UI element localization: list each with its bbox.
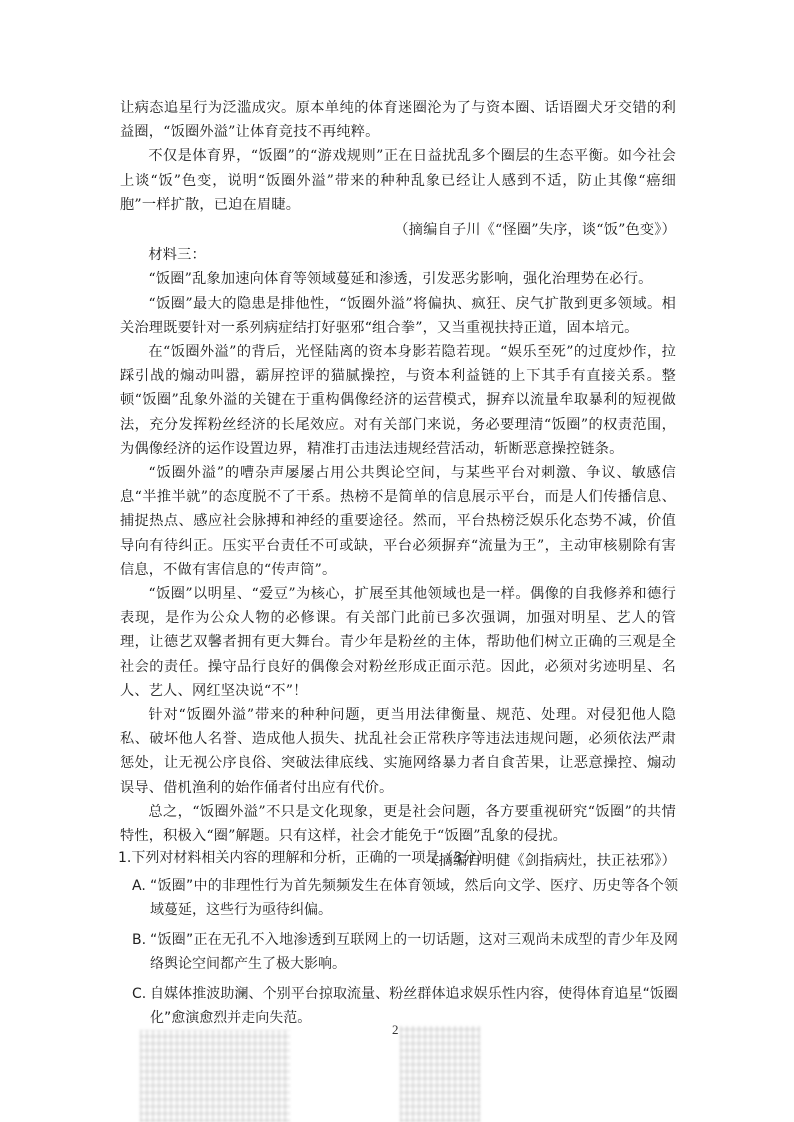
- paragraph: 不仅是体育界，“饭圈”的“游戏规则”正在日益扰乱多个圈层的生态平衡。如今社会上谈“饭”色变，说明“饭圈外溢”带来的种种乱象已经让人感到不适，防止其像“癌细胞”一样扩散，已迫在眉睫。: [120, 148, 676, 213]
- paragraph: “饭圈”最大的隐患是排他性，“饭圈外溢”将偏执、疯狂、戾气扩散到更多领域。相关治理既要针对一系列病症结打好驱邪“组合拳”，又当重视扶持正道，固本培元。: [120, 295, 676, 336]
- option-a[interactable]: [132, 874, 678, 923]
- paragraph: 总之，“饭圈外溢”不只是文化现象，更是社会问题，各方要重视研究“饭圈”的共情特性，积极入“圈”解题。只有这样，社会才能免于“饭圈”乱象的侵扰。: [120, 803, 676, 845]
- paragraph-continuation: 让病态追星行为泛滥成灾。原本单纯的体育迷圈沦为了与资本圈、话语圈犬牙交错的利益圈，“饭圈外溢”让体育竞技不再纯粹。: [120, 100, 676, 141]
- option-text: “饭圈”中的非理性行为首先频频发生在体育领域，然后向文学、医疗、历史等各个领域蔓延，这些行为亟待纠偏。: [150, 877, 678, 918]
- scan-artifact: [400, 1026, 480, 1122]
- option-c[interactable]: [132, 982, 678, 1031]
- option-letter: B.: [132, 931, 147, 948]
- paragraph: “饭圈”以明星、“爱豆”为核心，扩展至其他领域也是一样。偶像的自我修养和德行表现，是作为公众人物的必修课。有关部门此前已多次强调，加强对明星、艺人的管理，让德艺双馨者拥有更大舞台。青少年是粉丝的主体，帮助他们树立正确的三观是全社会的责任。操守品行良好的偶像会对粉丝形成正面示范。因此，必须对劣迹明星、名人、艺人、网红坚决说“不”！: [120, 586, 676, 699]
- question-stem: 1.下列对材料相关内容的理解和分析，正确的一项是（3分）: [118, 850, 491, 866]
- option-text: 自媒体推波助澜、个别平台掠取流量、粉丝群体追求娱乐性内容，使得体育追星“饭圈化”愈演愈烈并走向失范。: [150, 985, 678, 1026]
- scan-artifact: [140, 1030, 290, 1122]
- page-number: 2: [392, 1022, 399, 1037]
- option-letter: C.: [132, 985, 147, 1002]
- source-citation: （摘编自明健《剑指病灶，扶正祛邪》）: [424, 853, 676, 870]
- paragraph: “饭圈”乱象加速向体育等领域蔓延和渗透，引发恶劣影响，强化治理势在必行。: [148, 271, 653, 288]
- source-citation: （摘编自子川《“怪圈”失序，谈“饭”色变》）: [394, 222, 676, 239]
- reading-material: [120, 96, 676, 875]
- option-text: “饭圈”正在无孔不入地渗透到互联网上的一切话题，这对三观尚未成型的青少年及网络舆论空间都产生了极大影响。: [150, 931, 678, 972]
- material-heading: 材料三：: [148, 247, 206, 264]
- question-block: [118, 846, 678, 1036]
- paragraph: 在“饭圈外溢”的背后，光怪陆离的资本身影若隐若现。“娱乐至死”的过度炒作，拉踩引战的煽动叫嚣，霸屏控评的猫腻操控，与资本利益链的上下其手有直接关系。整顿“饭圈”乱象外溢的关键在于重构偶像经济的运营模式，摒弃以流量牟取暴利的短视做法，充分发挥粉丝经济的长尾效应。对有关部门来说，务必要理清“饭圈”的权责范围，为偶像经济的运作设置边界，精准打击违法违规经营活动，斩断恶意操控链条。: [120, 344, 676, 457]
- option-letter: A.: [132, 877, 146, 894]
- paragraph: 针对“饭圈外溢”带来的种种问题，更当用法律衡量、规范、处理。对侵犯他人隐私、破坏他人名誉、造成他人损失、扰乱社会正常秩序等违法违规问题，必须依法严肃惩处，让无视公序良俗、突破法律底线、实施网络暴力者自食苦果，让恶意操控、煽动误导、借机渔利的始作俑者付出应有代价。: [120, 707, 676, 796]
- paragraph: “饭圈外溢”的嘈杂声屡屡占用公共舆论空间，与某些平台对刺激、争议、敏感信息“半推半就”的态度脱不了干系。热榜不是简单的信息展示平台，而是人们传播信息、捕捉热点、感应社会脉搏和神经的重要途径。然而，平台热榜泛娱乐化态势不减，价值导向有待纠正。压实平台责任不可或缺，平台必须摒弃“流量为王”，主动审核剔除有害信息，不做有害信息的“传声筒”。: [120, 465, 676, 578]
- option-b[interactable]: [132, 928, 678, 977]
